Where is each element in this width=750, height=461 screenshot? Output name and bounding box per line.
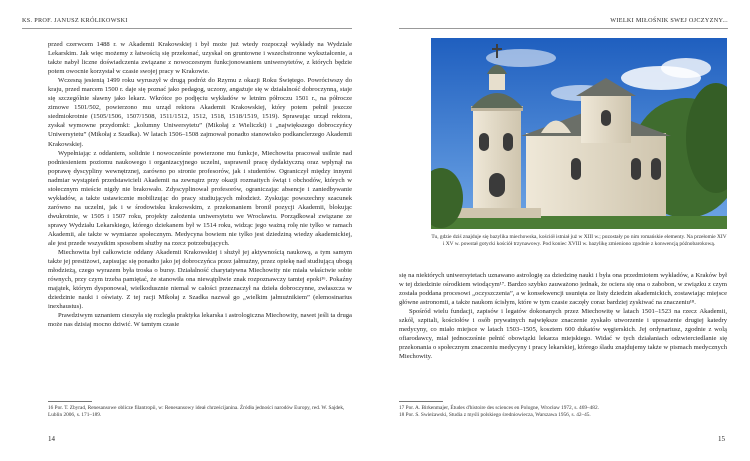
paragraph: Spośród wielu fundacji, zapisów i legatów dokonanych przez Miechowitę w latach 1501–1523 na rzecz Akademii, szkół, szpitali, kościołów i osób prywatnych największe znaczenie zyskało utworzenie i uposażenie drugiej katedry medycyny, co miało miejsce w latach 1503–1505, kosztem 600 dukatów węgierskich. Jej ordynariusz, zgodnie z wolą ofiarodawcy, miał jednocześnie pełnić obowiązki lekarza miejskiego. Widać w tych działaniach odzwierciedlanie się przekonania o społecznym znaczeniu medycyny i pracy lekarskiej, którego śladu znajdujemy także w pismach medycznych Miechowity. [399,308,727,361]
right-page [375,0,750,461]
footnote-16: 16 Por. T. Zbyrad, Renesansowe oblicze filantropii, w: Renesansowy ideał chrześcijanina. Źródła jedności narodów Europy, red. W. Sajdek, Lublin 2006, s. 171–189. [48,405,345,418]
paragraph: Wypełniając z oddaniem, solidnie i nowocześnie powierzone mu funkcje, Miechowita pracował usilnie nad podniesieniem poziomu naukowego i organizacyjnego uczelni, usprawnił pracę dydaktyczną oraz wpłynął na poprawę dyscypliny wewnętrznej, zarówno po stronie profesorów, jak i studentów. Ograniczył między innymi nadmiar wystąpień przedstawicieli Akademii na zewnątrz przy okazji rozmaitych świąt i obchodów, których w stołecznym mieście nigdy nie brakowało. Zdyscyplinował profesorów, ograniczając absencje i zaniedbywanie wykładów, a także ustawicznie mobilizując do pracy studiujących młodzież. Zyskując powszechny szacunek zarówno na uczelni, jak i w środowisku krakowskim, z przekonaniem bronił pozycji Akademii, blokując dwukrotnie, w 1505 i 1507 roku, projekty założenia uniwersytetu we Wrocławiu. Porządkował związane ze sprawy Wydziału Lekarskiego, którego dziekanem był w 1514 roku, widząc jego ważną rolę nie tylko w ramach Akademii, ale także w wymiarze społecznym. Medycyna bowiem nie tylko jest dziedziną wiedzy akademickiej, ale jest przede wszystkim sposobem służby na rzecz potrzebujących. [48,149,352,248]
running-head-left: KS. PROF. JANUSZ KRÓLIKOWSKI [22,17,128,24]
body-text-right [399,271,727,361]
header-rule-right [399,28,728,29]
body-text-left [48,40,352,330]
header-rule-left [22,28,352,29]
paragraph: się na niektórych uniwersytetach uznawano astrologię za dziedzinę nauki i była ona przedmiotem wykładów, a Kraków był w tej dziedzinie ośrodkiem wiodącym¹⁷. Bardzo szybko zauważono jednak, że ociera się ona o zabobon, w związku z czym została poddana procesowi „oczyszczenia”, a w konsekwencji usunięta ze listy dziedzin akademickich, zostawiając miejsce główne astronomii, a także naukom ścisłym, które w tym czasie zaczęły coraz bardziej zyskiwać na znaczeniu¹⁸. [399,272,727,307]
basilica-photo [431,38,727,229]
page-number-right: 15 [718,435,725,443]
paragraph: Miechowita był całkowicie oddany Akademii Krakowskiej i służył jej aktywnością naukową, a tym samym także jej prestiżowi, zapisując się ponadto jako jej dobroczyńca przez jałmużny, przez opiekę nad studiującą ubogą młodzieżą, czego wyrazem była troska o bursy. Działalność charytatywna Miechowity nie miała właściwie sobie równych, przy czym trzeba pamiętać, że stanowiła ona niewątpliwie znak rozpoznawczy tamtej epoki¹⁶. Pokaźny majątek, którym dysponował, wielkodusznie niemal w całości przeznaczył na dzieła dobroczynne, zwłaszcza w dziedzinie nauki i oświaty. Z tej racji Mikołaj z Szadka nazwał go „wielkim jałmużnikiem” (elemosinarius inexhaustus). [48,249,352,311]
page-number-left: 14 [48,435,55,443]
footnote-rule-left [48,401,92,402]
paragraph: przed czerwcem 1488 r. w Akademii Krakowskiej i był może już wtedy rozpoczął wykłady na Wydziale Lekarskim. Jak więc możemy z łatwością się przekonać, uzyskał on gruntowne i wszechstronne wykształcenie, a także nabył liczne doświadczenia związane z nowoczesnym funkcjonowaniem uniwersytetów, z których będzie potem owocnie korzystał w czasie swojej pracy w Krakowie. [48,41,352,76]
footnote-18: 18 Por. S. Swieżawski, Studia z myśli polskiego średniowiecza, Warszawa 1956, s. 42–45. [399,412,591,418]
paragraph: Wczesną jesienią 1499 roku wyruszył w drugą podróż do Rzymu z okazji Roku Świętego. Powróciwszy do kraju, przed marcem 1500 r. daje się poznać jako pedagog, uczony, angażuje się w działalność dobroczynną, staje się szczególnie sławny jako lekarz. Wkrótce po podjęciu wykładów w letnim półroczu 1501 r., na półrocze zimowe 1501/502, powierzono mu urząd rektora Akademii Krakowskiej, który potem pełnił jeszcze siedmiokrotnie (1505/1506, 1507/1508, 1511/1512, 1512, 1518, 1518/1519, 1519). Sprawując urząd rektora, zyskał wymowne przydomki: „kolumny Uniwersytetu” (Mikołaj z Wieliczki) i „największego dobroczyńcy Uniwersytetu” (Mikołaj z Szadka). W latach 1506–1508 zajmował ponadto stanowisko podkanclerzego Akademii Krakowskiej. [48,77,352,148]
footnote-17: 17 Por. A. Birkenmajer, Études d'histoire des sciences en Pologne, Wrocław 1972, s. 469–482. [399,405,599,411]
footnote-rule-right [399,401,443,402]
footnotes-left [48,405,352,419]
basilica-illustration [431,38,727,229]
running-head-right: WIELKI MIŁOŚNIK SWEJ OJCZYZNY... [610,17,728,24]
paragraph: Prawdziwym uznaniem cieszyła się rozległa praktyka lekarska i astrologiczna Miechowity, nawet jeśli ta druga może nas dzisiaj mocno dziwić. W tamtym czasie [48,312,352,329]
footnotes-right [399,405,709,419]
photo-caption: Tu, gdzie dziś znajduje się bazylika miechowska, kościół istniał już w XIII w.; pozostały po nim romańskie elementy. Na przełomie XIV i XV w. powstał gotycki kościół trzynawowy. Pod koniec XVIII w. bazylikę zmieniono zgodnie z konwencją późnobarokową. [431,234,727,247]
